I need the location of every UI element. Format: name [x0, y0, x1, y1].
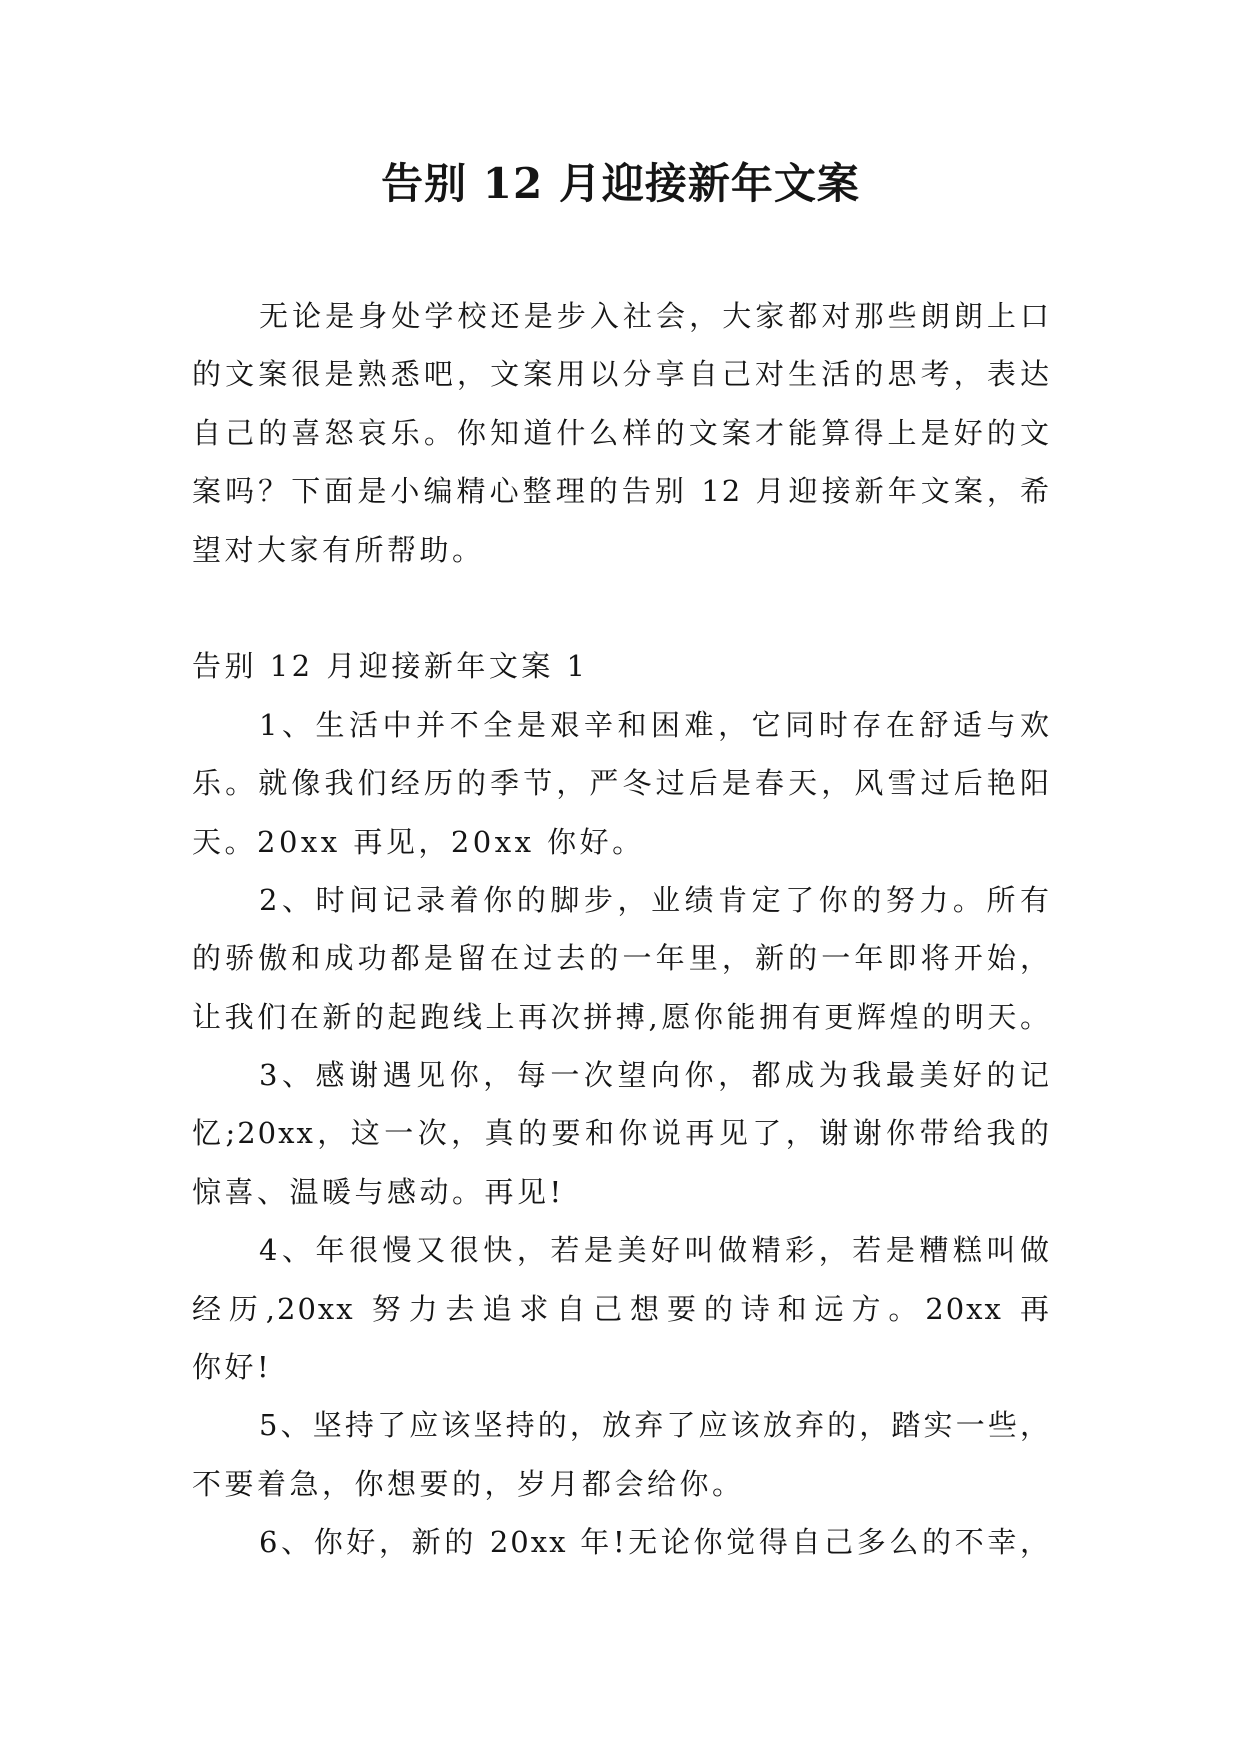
- item-paragraph-6: [192, 1513, 1051, 1571]
- item-line: 乐。就像我们经历的季节，严冬过后是春天，风雪过后艳阳: [192, 766, 1051, 801]
- item-line: 6、你好，新的 20xx 年!无论你觉得自己多么的不幸，: [259, 1525, 1051, 1560]
- item-paragraph-3: [192, 1046, 1051, 1221]
- intro-line: 望对大家有所帮助。: [192, 532, 485, 567]
- item-line: 忆;20xx，这一次，真的要和你说再见了，谢谢你带给我的: [192, 1116, 1051, 1151]
- item-paragraph-5: [192, 1396, 1051, 1513]
- item-line: 3、感谢遇见你，每一次望向你，都成为我最美好的记: [259, 1058, 1051, 1093]
- item-line: 2、时间记录着你的脚步，业绩肯定了你的努力。所有: [259, 882, 1051, 917]
- item-line: 你好!: [192, 1350, 273, 1385]
- item-line: 不要着急，你想要的，岁月都会给你。: [192, 1466, 745, 1501]
- item-line: 1、生活中并不全是艰辛和困难，它同时存在舒适与欢: [259, 707, 1051, 742]
- item-line: 天。20xx 再见，20xx 你好。: [192, 824, 645, 859]
- item-line: 让我们在新的起跑线上再次拼搏,愿你能拥有更辉煌的明天。: [192, 999, 1051, 1034]
- item-line: 的骄傲和成功都是留在过去的一年里，新的一年即将开始，: [192, 941, 1051, 976]
- document-body: [192, 287, 1051, 1572]
- item-line: 经历,20xx 努力去追求自己想要的诗和远方。20xx 再: [192, 1291, 1051, 1326]
- item-line: 4、年很慢又很快，若是美好叫做精彩，若是糟糕叫做: [259, 1233, 1051, 1268]
- intro-line: 案吗？下面是小编精心整理的告别 12 月迎接新年文案，希: [192, 474, 1051, 509]
- item-paragraph-4: [192, 1221, 1051, 1396]
- item-line: 惊喜、温暖与感动。再见!: [192, 1174, 565, 1209]
- intro-paragraph: [192, 287, 1051, 579]
- section-heading: 告别 12 月迎接新年文案 1: [192, 649, 589, 684]
- document-title: 告别 12 月迎接新年文案: [381, 159, 860, 208]
- item-line: 5、坚持了应该坚持的，放弃了应该放弃的，踏实一些，: [259, 1408, 1051, 1443]
- blank-line: [192, 579, 1051, 637]
- item-paragraph-2: [192, 871, 1051, 1046]
- item-paragraph-1: [192, 696, 1051, 871]
- intro-line: 自己的喜怒哀乐。你知道什么样的文案才能算得上是好的文: [192, 415, 1051, 450]
- intro-line: 无论是身处学校还是步入社会，大家都对那些朗朗上口: [259, 299, 1051, 333]
- intro-line: 的文案很是熟悉吧，文案用以分享自己对生活的思考，表达: [192, 357, 1051, 392]
